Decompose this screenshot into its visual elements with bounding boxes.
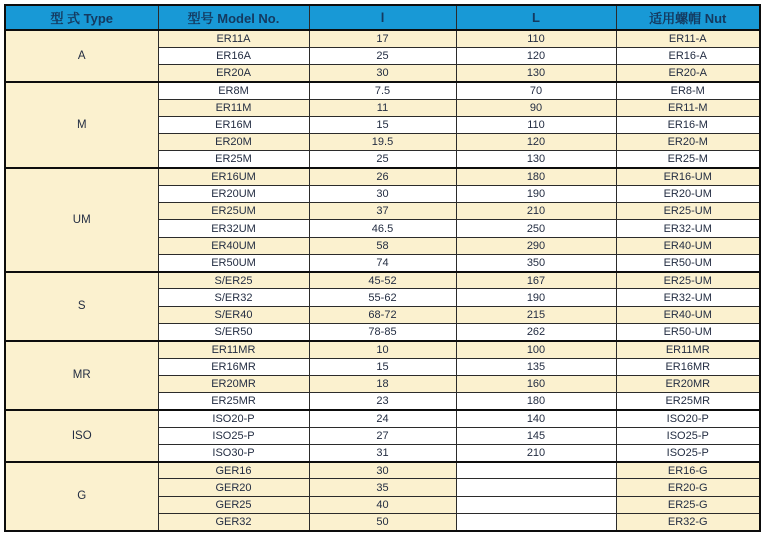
model-cell: ER20A: [158, 65, 309, 82]
nut-cell: ER32-UM: [616, 289, 760, 306]
l-cell: 7.5: [309, 82, 456, 99]
l-cell: 25: [309, 47, 456, 64]
L-cell: 100: [456, 341, 616, 358]
l-cell: 30: [309, 462, 456, 479]
L-cell: 167: [456, 272, 616, 289]
table-row: [5, 82, 760, 99]
model-cell: ER20M: [158, 134, 309, 151]
nut-cell: ER20MR: [616, 375, 760, 392]
nut-cell: ER50-UM: [616, 254, 760, 271]
nut-cell: ER11-A: [616, 30, 760, 47]
model-cell: ER16A: [158, 47, 309, 64]
model-cell: ER32UM: [158, 220, 309, 237]
nut-cell: ER32-UM: [616, 220, 760, 237]
L-cell: 190: [456, 185, 616, 202]
nut-cell: ER20-M: [616, 134, 760, 151]
l-cell: 19.5: [309, 134, 456, 151]
model-cell: S/ER40: [158, 306, 309, 323]
table-row: [5, 341, 760, 358]
nut-cell: ER20-G: [616, 479, 760, 496]
nut-cell: ER25-UM: [616, 272, 760, 289]
l-cell: 24: [309, 410, 456, 427]
nut-cell: ER25MR: [616, 393, 760, 410]
type-cell: A: [5, 30, 158, 82]
L-cell: 110: [456, 116, 616, 133]
l-cell: 55-62: [309, 289, 456, 306]
table-row: [5, 30, 760, 47]
type-cell: MR: [5, 341, 158, 410]
header-nut: 适用螺帽 Nut: [616, 5, 760, 30]
l-cell: 68-72: [309, 306, 456, 323]
nut-cell: ISO20-P: [616, 410, 760, 427]
nut-cell: ER11MR: [616, 341, 760, 358]
l-cell: 23: [309, 393, 456, 410]
model-cell: ER16UM: [158, 168, 309, 185]
nut-cell: ER11-M: [616, 99, 760, 116]
header-type: 型 式 Type: [5, 5, 158, 30]
l-cell: 30: [309, 185, 456, 202]
L-cell: 120: [456, 47, 616, 64]
l-cell: 15: [309, 116, 456, 133]
nut-cell: ER32-G: [616, 513, 760, 531]
table-header-row: [5, 5, 760, 30]
table-row: [5, 462, 760, 479]
type-cell: M: [5, 82, 158, 168]
l-cell: 50: [309, 513, 456, 531]
l-cell: 25: [309, 151, 456, 168]
L-cell: 215: [456, 306, 616, 323]
model-cell: ER40UM: [158, 237, 309, 254]
L-cell: 180: [456, 393, 616, 410]
L-cell: 70: [456, 82, 616, 99]
L-cell: 140: [456, 410, 616, 427]
nut-cell: ER40-UM: [616, 306, 760, 323]
table-row: [5, 410, 760, 427]
header-model: 型号 Model No.: [158, 5, 309, 30]
model-cell: ER11A: [158, 30, 309, 47]
L-cell: 210: [456, 203, 616, 220]
L-cell: 135: [456, 358, 616, 375]
l-cell: 11: [309, 99, 456, 116]
nut-cell: ER16-A: [616, 47, 760, 64]
model-cell: ER20UM: [158, 185, 309, 202]
l-cell: 17: [309, 30, 456, 47]
model-cell: ER25MR: [158, 393, 309, 410]
model-cell: ER25UM: [158, 203, 309, 220]
model-cell: ISO30-P: [158, 444, 309, 461]
header-L: L: [456, 5, 616, 30]
nut-cell: ER16MR: [616, 358, 760, 375]
l-cell: 40: [309, 496, 456, 513]
nut-cell: ER50-UM: [616, 324, 760, 341]
table-row: [5, 168, 760, 185]
L-cell: [456, 479, 616, 496]
nut-cell: ER25-G: [616, 496, 760, 513]
model-cell: ISO25-P: [158, 427, 309, 444]
model-cell: ER16M: [158, 116, 309, 133]
nut-cell: ER20-A: [616, 65, 760, 82]
L-cell: 130: [456, 151, 616, 168]
type-cell: ISO: [5, 410, 158, 462]
L-cell: 290: [456, 237, 616, 254]
nut-cell: ER25-UM: [616, 203, 760, 220]
model-cell: ER16MR: [158, 358, 309, 375]
table-row: [5, 272, 760, 289]
l-cell: 15: [309, 358, 456, 375]
L-cell: [456, 496, 616, 513]
table-body: [5, 30, 760, 531]
l-cell: 26: [309, 168, 456, 185]
l-cell: 27: [309, 427, 456, 444]
L-cell: 90: [456, 99, 616, 116]
header-l: l: [309, 5, 456, 30]
L-cell: 120: [456, 134, 616, 151]
nut-cell: ER25-M: [616, 151, 760, 168]
type-cell: UM: [5, 168, 158, 272]
l-cell: 10: [309, 341, 456, 358]
L-cell: [456, 462, 616, 479]
L-cell: [456, 513, 616, 531]
l-cell: 78-85: [309, 324, 456, 341]
model-cell: ER20MR: [158, 375, 309, 392]
model-cell: S/ER50: [158, 324, 309, 341]
L-cell: 160: [456, 375, 616, 392]
L-cell: 130: [456, 65, 616, 82]
model-cell: GER32: [158, 513, 309, 531]
model-cell: S/ER32: [158, 289, 309, 306]
nut-cell: ISO25-P: [616, 444, 760, 461]
nut-cell: ER20-UM: [616, 185, 760, 202]
l-cell: 74: [309, 254, 456, 271]
collet-spec-table: [4, 4, 761, 532]
L-cell: 210: [456, 444, 616, 461]
l-cell: 37: [309, 203, 456, 220]
L-cell: 190: [456, 289, 616, 306]
nut-cell: ER16-UM: [616, 168, 760, 185]
L-cell: 145: [456, 427, 616, 444]
model-cell: GER25: [158, 496, 309, 513]
l-cell: 58: [309, 237, 456, 254]
L-cell: 110: [456, 30, 616, 47]
type-cell: S: [5, 272, 158, 341]
l-cell: 45-52: [309, 272, 456, 289]
l-cell: 35: [309, 479, 456, 496]
nut-cell: ER40-UM: [616, 237, 760, 254]
L-cell: 350: [456, 254, 616, 271]
type-cell: G: [5, 462, 158, 531]
l-cell: 46.5: [309, 220, 456, 237]
l-cell: 18: [309, 375, 456, 392]
nut-cell: ISO25-P: [616, 427, 760, 444]
nut-cell: ER8-M: [616, 82, 760, 99]
model-cell: S/ER25: [158, 272, 309, 289]
model-cell: GER16: [158, 462, 309, 479]
l-cell: 30: [309, 65, 456, 82]
model-cell: ISO20-P: [158, 410, 309, 427]
model-cell: ER8M: [158, 82, 309, 99]
model-cell: ER50UM: [158, 254, 309, 271]
model-cell: GER20: [158, 479, 309, 496]
L-cell: 262: [456, 324, 616, 341]
model-cell: ER11M: [158, 99, 309, 116]
L-cell: 180: [456, 168, 616, 185]
L-cell: 250: [456, 220, 616, 237]
nut-cell: ER16-M: [616, 116, 760, 133]
nut-cell: ER16-G: [616, 462, 760, 479]
model-cell: ER25M: [158, 151, 309, 168]
l-cell: 31: [309, 444, 456, 461]
model-cell: ER11MR: [158, 341, 309, 358]
